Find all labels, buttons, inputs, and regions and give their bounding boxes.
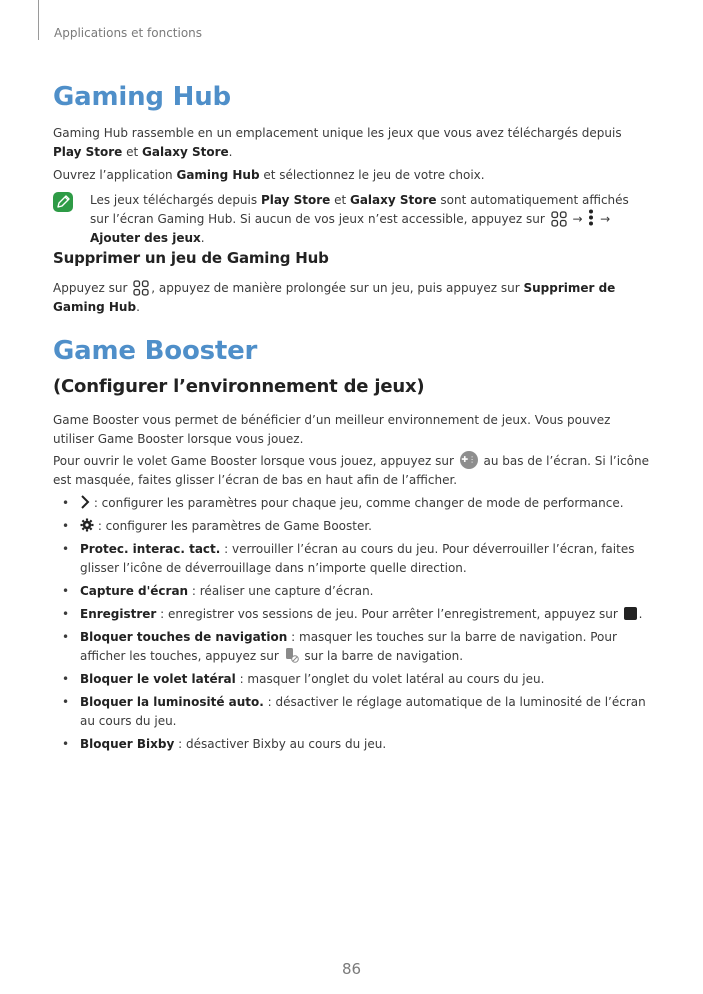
game-booster-icon: ✚⋮ [460,451,478,469]
remove-game-text: Appuyez sur , appuyez de manière prolongée sur un jeu, puis appuyez sur Supprimer de Gaming Hub. [53,281,616,314]
gaming-hub-intro-1: Gaming Hub rassemble en un emplacement unique les jeux que vous avez téléchargés depuis Play Store et Galaxy Store. [53,126,622,159]
chevron-right-icon [80,494,90,513]
header-rule [38,0,39,40]
list-item: • Enregistrer : enregistrer vos sessions de jeu. Pour arrêter l’enregistrement, appuyez sur . [53,605,653,624]
list-item: • : configurer les paramètres pour chaque jeu, comme changer de mode de performance. [53,494,653,513]
game-booster-options-list [53,494,653,758]
game-booster-description: Game Booster vous permet de bénéficier d’un meilleur environnement de jeux. Vous pouvez utiliser Game Booster lorsque vous jouez. [53,413,611,446]
list-item: • : configurer les paramètres de Game Booster. [53,517,653,536]
gear-icon [80,517,94,536]
section-header: Applications et fonctions [54,26,203,40]
apps-grid-icon [551,211,567,227]
page-number: 86 [341,960,362,978]
gaming-hub-intro-2: Ouvrez l’application Gaming Hub et sélectionnez le jeu de votre choix. [53,168,485,182]
game-booster-subtitle: (Configurer l’environnement de jeux) [53,376,425,397]
list-item: • Bloquer touches de navigation : masquer les touches sur la barre de navigation. Pour afficher les touches, appuyez sur sur la barre de navigation. [53,628,653,666]
list-item: • Bloquer le volet latéral : masquer l’onglet du volet latéral au cours du jeu. [53,670,653,689]
galaxy-store-text: Galaxy Store [142,145,229,159]
gaming-hub-title: Gaming Hub [53,82,231,112]
list-item: • Bloquer la luminosité auto. : désactiver le réglage automatique de la luminosité de l’écran au cours du jeu. [53,693,653,731]
list-item: • Bloquer Bixby : désactiver Bixby au cours du jeu. [53,735,653,754]
add-games-text: Ajouter des jeux [90,231,201,245]
game-booster-title: Game Booster [53,336,258,366]
game-booster-open-instructions: Pour ouvrir le volet Game Booster lorsque vous jouez, appuyez sur ✚⋮ au bas de l’écran. Si l’icône est masquée, faites glisser l’écran de bas en haut afin de l’afficher. [53,452,653,490]
stop-icon [624,607,637,620]
remove-game-heading: Supprimer un jeu de Gaming Hub [53,249,329,267]
note-text: Les jeux téléchargés depuis Play Store et Galaxy Store sont automatiquement affichés sur l’écran Gaming Hub. Si aucun de vos jeux n’est accessible, appuyez sur → → Ajouter des jeux. [90,193,629,245]
more-options-icon [588,209,594,226]
navigation-lock-icon [285,647,299,663]
apps-grid-icon [133,280,149,296]
list-item: • Protec. interac. tact. : verrouiller l’écran au cours du jeu. Pour déverrouiller l’écran, faites glisser l’icône de déverrouillage dans n’importe quelle direction. [53,540,653,578]
list-item: • Capture d'écran : réaliser une capture d’écran. [53,582,653,601]
play-store-text: Play Store [53,145,123,159]
note-pencil-icon [53,192,73,212]
